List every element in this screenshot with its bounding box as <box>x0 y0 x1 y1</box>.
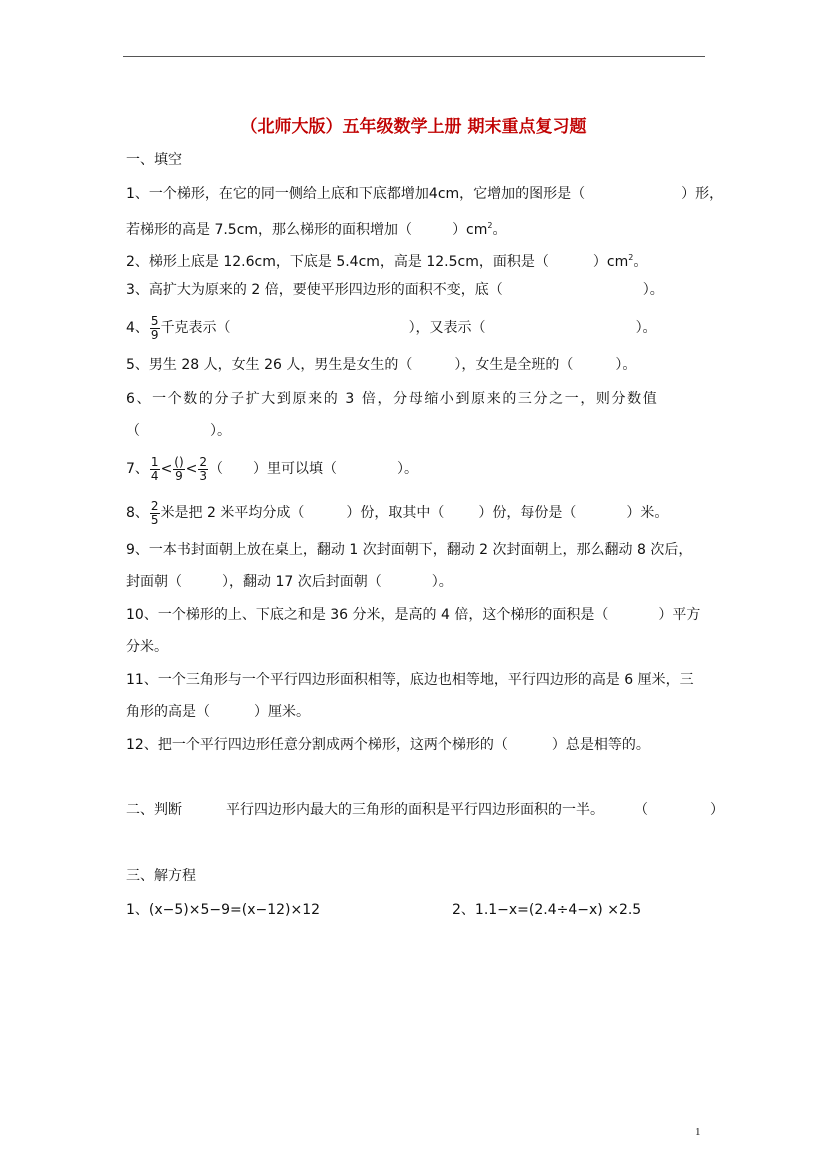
question-10-line-2: 分米。 <box>126 639 168 655</box>
question-2: 2、梯形上底是 12.6cm，下底是 5.4cm，高是 12.5cm，面积是（ ）$cm^2$。 <box>126 253 648 270</box>
question-6-line-2: （ ）。 <box>126 423 231 439</box>
fraction-blank-9: $\frac{()}{9}$ <box>174 454 184 483</box>
question-3: 3、高扩大为原来的 2 倍，要使平形四边形的面积不变，底（ ）。 <box>126 282 664 298</box>
header-rule <box>123 56 705 57</box>
question-1-line-2: 若梯形的高是 7.5cm，那么梯形的面积增加（ ）$cm^2$。 <box>126 221 507 238</box>
question-9-line-1: 9、一本书封面朝上放在桌上，翻动 1 次封面朝下，翻动 2 次封面朝上，那么翻动 8 次后， <box>126 542 693 558</box>
question-9-line-2: 封面朝（ ），翻动 17 次后封面朝（ ）。 <box>126 574 453 590</box>
section-equations-heading: 三、解方程 <box>126 868 196 884</box>
equation-2: 2、1.1−x=(2.4÷4−x) ×2.5 <box>452 902 642 918</box>
equation-1: 1、(x−5)×5−9=(x−12)×12 <box>126 902 321 918</box>
section-judge-heading: 二、判断 <box>126 802 182 818</box>
section-fill-blank-heading: 一、填空 <box>126 152 182 168</box>
fraction-2-3: $\frac{2}{3}$ <box>199 454 208 483</box>
page-number: 1 <box>695 1126 701 1138</box>
fraction-5-9: $\frac{5}{9}$ <box>150 313 159 342</box>
question-7: 7、 $\frac{1}{4}$ < $\frac{()}{9}$ < $\frac{2}{3}$ （ ）里可以填（ ）。 <box>126 454 419 483</box>
question-11-line-1: 11、一个三角形与一个平行四边形面积相等，底边也相等地，平行四边形的高是 6 厘米，三 <box>126 672 694 688</box>
question-12: 12、把一个平行四边形任意分割成两个梯形，这两个梯形的（ ）总是相等的。 <box>126 737 650 753</box>
judge-statement-1: 平行四边形内最大的三角形的面积是平行四边形面积的一半。 <box>226 802 604 818</box>
page-title: （北师大版）五年级数学上册 期末重点复习题 <box>240 117 587 137</box>
question-8: 8、 $\frac{2}{5}$ 米是把 2 米平均分成（ ）份，取其中（ ）份，每份是（ ）米。 <box>126 498 669 527</box>
question-5: 5、男生 28 人，女生 26 人，男生是女生的（ ），女生是全班的（ ）。 <box>126 357 637 373</box>
question-6-line-1: 6、一个数的分子扩大到原来的 3 倍，分母缩小到原来的三分之一，则分数值 <box>126 391 659 407</box>
section-judge: 二、判断 平行四边形内最大的三角形的面积是平行四边形面积的一半。 （ ） <box>126 802 724 818</box>
question-1-line-1: 1、一个梯形，在它的同一侧给上底和下底都增加4cm，它增加的图形是（ ）形， <box>126 186 724 202</box>
question-11-line-2: 角形的高是（ ）厘米。 <box>126 704 310 720</box>
fraction-2-5: $\frac{2}{5}$ <box>150 498 159 527</box>
fraction-1-4: $\frac{1}{4}$ <box>150 454 159 483</box>
question-10-line-1: 10、一个梯形的上、下底之和是 36 分米，是高的 4 倍，这个梯形的面积是（ ）平方 <box>126 607 701 623</box>
question-4: 4、 $\frac{5}{9}$ 千克表示（ ），又表示（ ）。 <box>126 313 657 342</box>
